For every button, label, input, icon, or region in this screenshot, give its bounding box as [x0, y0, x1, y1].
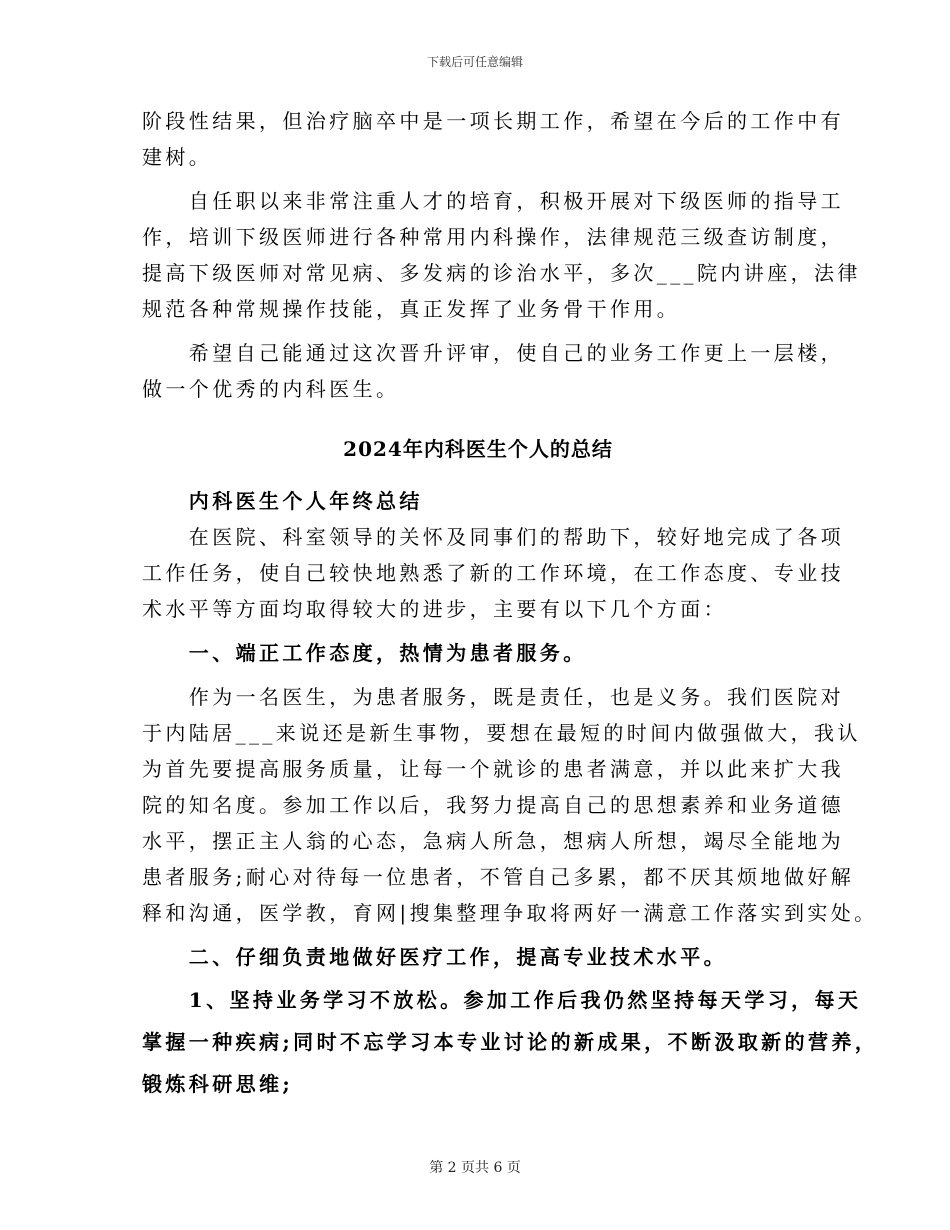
- heading-1: 一、端正工作态度，热情为患者服务。: [142, 641, 587, 665]
- text-line: 术水平等方面均取得较大的进步，主要有以下几个方面：: [142, 597, 727, 621]
- text-line: 希望自己能通过这次晋升评审，使自己的业务工作更上一层楼，: [142, 341, 844, 365]
- text-line: 自任职以来非常注重人才的培育，积极开展对下级医师的指导工: [142, 189, 844, 213]
- text-line: 提高下级医师对常见病、多发病的诊治水平，多次___院内讲座，法律: [142, 261, 861, 285]
- text-line: 工作任务，使自己较快地熟悉了新的工作环境，在工作态度、专业技: [142, 561, 844, 585]
- text-line: 患者服务;耐心对待每一位患者，不管自己多累，都不厌其烦地做好解: [142, 865, 855, 889]
- page-footer: 第 2 页共 6 页: [429, 1160, 521, 1176]
- text-line: 规范各种常规操作技能，真正发挥了业务骨干作用。: [142, 297, 681, 321]
- section-title: 2024年内科医生个人的总结: [343, 437, 613, 461]
- text-line: 作，培训下级医师进行各种常用内科操作，法律规范三级查访制度，: [142, 225, 844, 249]
- text-line: 做一个优秀的内科医生。: [142, 377, 400, 401]
- page-header: 下载后可任意编辑: [426, 55, 523, 69]
- text-line: 为首先要提高服务质量，让每一个就诊的患者满意，并以此来扩大我: [142, 757, 844, 781]
- document-body: [142, 103, 879, 1105]
- text-line: 释和沟通，医学教，育网|搜集整理争取将两好一满意工作落实到实处。: [142, 901, 878, 925]
- text-line: 掌握一种疾病;同时不忘学习本专业讨论的新成果，不断汲取新的营养，: [142, 1030, 879, 1054]
- text-line: 院的知名度。参加工作以后，我努力提高自己的思想素养和业务道德: [142, 793, 844, 817]
- continued-paragraphs: [142, 103, 861, 407]
- text-line: 阶段性结果，但治疗脑卒中是一项长期工作，希望在今后的工作中有: [142, 109, 844, 133]
- subtitle: 内科医生个人年终总结: [142, 489, 423, 513]
- text-line: 1、坚持业务学习不放松。参加工作后我仍然坚持每天学习，每天: [142, 988, 862, 1012]
- text-line: 水平，摆正主人翁的心态，急病人所急，想病人所想，竭尽全能地为: [142, 829, 844, 853]
- text-line: 建树。: [142, 145, 213, 169]
- text-line: 于内陆居___来说还是新生事物，要想在最短的时间内做强做大，我认: [142, 721, 861, 745]
- text-line: 在医院、科室领导的关怀及同事们的帮助下，较好地完成了各项: [142, 525, 844, 549]
- text-line: 作为一名医生，为患者服务，既是责任，也是义务。我们医院对: [142, 685, 844, 709]
- bold-paragraph: [142, 979, 879, 1105]
- heading-2: 二、仔细负责地做好医疗工作，提高专业技术水平。: [142, 945, 727, 969]
- text-line: 锻炼科研思维;: [142, 1072, 294, 1096]
